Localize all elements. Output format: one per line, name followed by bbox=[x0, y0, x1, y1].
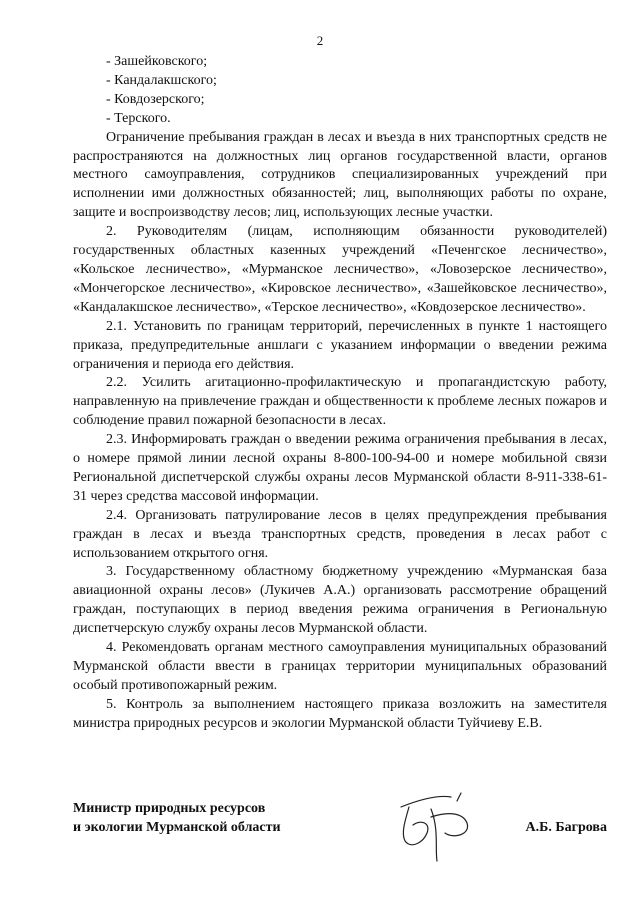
paragraph-exemptions: Ограничение пребывания граждан в лесах и въезда в них транспортных средств не распространяются на должностных лиц органов государственной власти, органов местного самоуправления, сотрудников специализированных учреждений при исполнении ими должностных обязанностей; лиц, выполняющих работы по охране, защите и воспроизводству лесов; лиц, использующих лесные участки. bbox=[73, 129, 607, 221]
paragraph-item-5: 5. Контроль за выполнением настоящего приказа возложить на заместителя министра природных ресурсов и экологии Мурманской области Туйчиеву Е.В. bbox=[73, 696, 607, 731]
paragraph-item-2-4: 2.4. Организовать патрулирование лесов в целях предупреждения пребывания граждан в лесах и въезда транспортных средств, проведения в лесах работ с использованием открытого огня. bbox=[73, 507, 607, 561]
handwritten-signature bbox=[391, 789, 481, 864]
signature-block bbox=[73, 799, 607, 879]
list-item: - Зашейковского; bbox=[106, 54, 208, 69]
paragraph-item-2-2: 2.2. Усилить агитационно-профилактическую и пропагандистскую работу, направленную на привлечение граждан и общественности к проблеме лесных пожаров и соблюдение правил пожарной безопасности в лесах. bbox=[73, 375, 607, 429]
document-body bbox=[73, 53, 607, 734]
paragraph-item-2: 2. Руководителям (лицам, исполняющим обязанности руководителей) государственных областных казенных учреждений «Печенгское лесничество», «Кольское лесничество», «Мурманское лесничество», «Ловозерское лесничество», «Мончегорское лесничество», «Кировское лесничество», «Зашейковское лесничество», «Кандалакшское лесничество», «Терское лесничество», «Ковдозерское лесничество». bbox=[73, 224, 607, 315]
paragraph-item-3: 3. Государственному областному бюджетному учреждению «Мурманская база авиационной охраны лесов» (Лукичев А.А.) организовать рассмотрение обращений граждан, поступающих в период введения режима ограничения в Региональную диспетчерскую службу охраны лесов Мурманской области. bbox=[73, 564, 607, 637]
signer-title-line-2: и экологии Мурманской области bbox=[73, 820, 281, 835]
list-item: - Ковдозерского; bbox=[106, 91, 205, 107]
list-item: - Кандалакшского; bbox=[106, 72, 217, 88]
paragraph-item-2-3: 2.3. Информировать граждан о введении режима ограничения пребывания в лесах, о номере прямой линии лесной охраны 8-800-100-94-00 и номере мобильной связи Региональной диспетчерской службы охраны лесов Мурманской области 8-911-338-61-31 через средства массовой информации. bbox=[73, 432, 607, 504]
paragraph-item-2-1: 2.1. Установить по границам территорий, перечисленных в пункте 1 настоящего приказа, предупредительные аншлаги с указанием информации о введении режима ограничения и периода его действия. bbox=[73, 318, 607, 372]
signer-name: А.Б. Багрова bbox=[525, 820, 607, 835]
signer-title bbox=[73, 799, 281, 837]
list-item: - Терского. bbox=[106, 110, 171, 126]
paragraph-item-4: 4. Рекомендовать органам местного самоуправления муниципальных образований Мурманской области ввести в границах территории муниципальных образований особый противопожарный режим. bbox=[73, 640, 607, 693]
signer-title-line-1: Министр природных ресурсов bbox=[73, 801, 266, 816]
page-number: 2 bbox=[316, 33, 324, 48]
